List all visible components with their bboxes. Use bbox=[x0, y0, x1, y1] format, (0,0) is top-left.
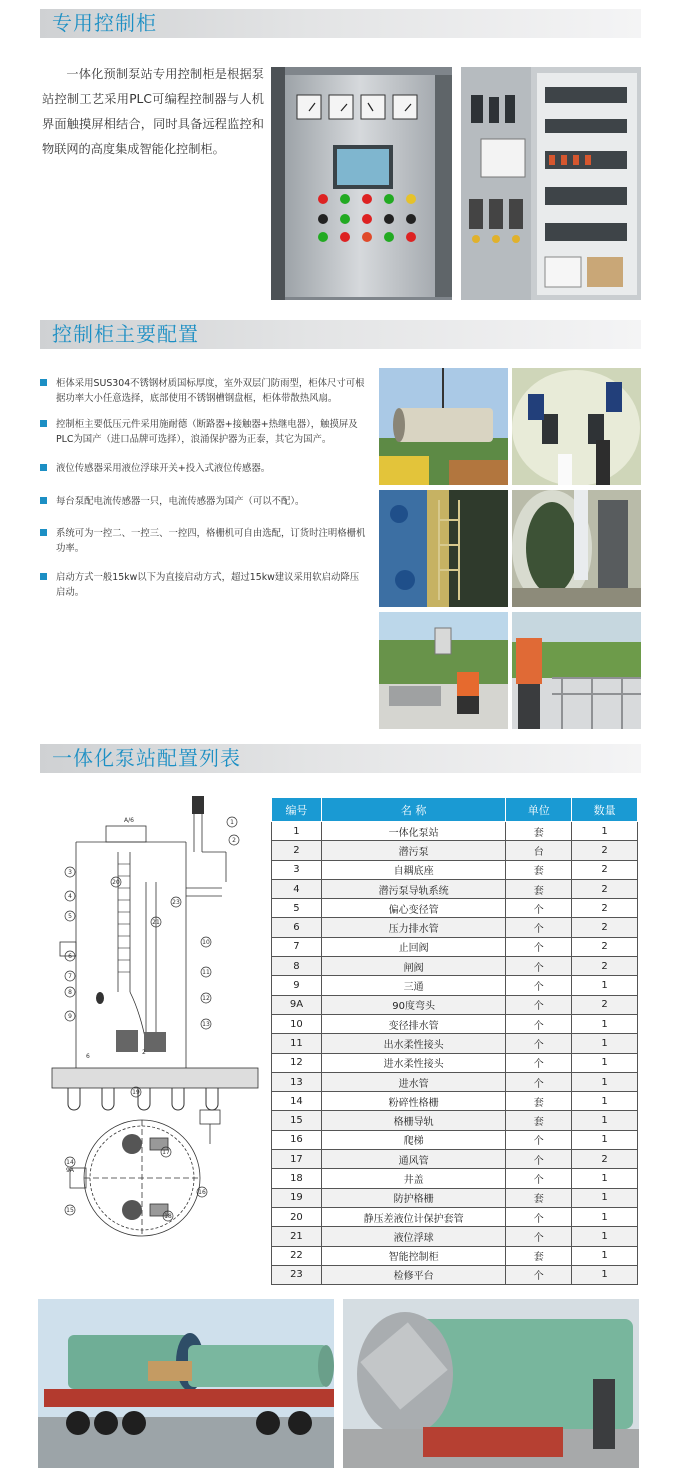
cell-unit: 个 bbox=[506, 1227, 572, 1246]
list-item: 启动方式一般15kw以下为直接启动方式，超过15kw建议采用软启动降压启动。 bbox=[40, 570, 368, 600]
cell-qty: 1 bbox=[572, 1092, 638, 1111]
cell-name: 潜污泵导轨系统 bbox=[321, 879, 505, 898]
drawing-callout-label: 1 bbox=[230, 819, 234, 826]
cell-number: 10 bbox=[272, 1014, 322, 1033]
cell-number: 6 bbox=[272, 918, 322, 937]
cell-name: 闸阀 bbox=[321, 957, 505, 976]
shipping-photo-tank-closeup bbox=[343, 1299, 639, 1468]
table-row bbox=[272, 1072, 638, 1091]
drawing-annotation: 9A bbox=[66, 1167, 74, 1174]
cabinet-interior-photo bbox=[461, 67, 641, 300]
intro-paragraph: 一体化预制泵站专用控制柜是根据泵站控制工艺采用PLC可编程控制器与人机界面触摸屏相结合，同时具备远程监控和物联网的高度集成智能化控制柜。 bbox=[42, 67, 264, 156]
pump-station-drawing bbox=[46, 792, 264, 1237]
cell-name: 自耦底座 bbox=[321, 860, 505, 879]
cell-name: 智能控制柜 bbox=[321, 1246, 505, 1265]
drawing-callout-label: 21 bbox=[152, 919, 160, 926]
cell-number: 4 bbox=[272, 879, 322, 898]
cell-unit: 个 bbox=[506, 957, 572, 976]
table-row bbox=[272, 1130, 638, 1149]
cell-number: 7 bbox=[272, 937, 322, 956]
drawing-callout-label: 11 bbox=[202, 969, 210, 976]
drawing-callout-label: 19 bbox=[132, 1089, 140, 1096]
cell-unit: 个 bbox=[506, 1207, 572, 1226]
table-row bbox=[272, 822, 638, 841]
drawing-callout-label: 23 bbox=[172, 899, 180, 906]
cell-number: 13 bbox=[272, 1072, 322, 1091]
cell-unit: 个 bbox=[506, 1072, 572, 1091]
cell-qty: 2 bbox=[572, 1150, 638, 1169]
cell-unit: 个 bbox=[506, 1265, 572, 1284]
cell-name: 通风管 bbox=[321, 1150, 505, 1169]
cell-name: 防护格栅 bbox=[321, 1188, 505, 1207]
table-row bbox=[272, 937, 638, 956]
cell-unit: 套 bbox=[506, 1246, 572, 1265]
cell-name: 粉碎性格栅 bbox=[321, 1092, 505, 1111]
cell-name: 压力排水管 bbox=[321, 918, 505, 937]
cell-name: 偏心变径管 bbox=[321, 899, 505, 918]
cell-unit: 套 bbox=[506, 1111, 572, 1130]
cell-number: 16 bbox=[272, 1130, 322, 1149]
drawing-callout-label: 12 bbox=[202, 995, 210, 1002]
drawing-callout-label: 2 bbox=[232, 837, 236, 844]
list-item: 每台泵配电流传感器一只，电流传感器为国产（可以不配）。 bbox=[40, 494, 368, 509]
config-bullet-list bbox=[40, 376, 368, 600]
table-row bbox=[272, 976, 638, 995]
cell-name: 90度弯头 bbox=[321, 995, 505, 1014]
cell-unit: 个 bbox=[506, 1014, 572, 1033]
table-row bbox=[272, 995, 638, 1014]
cell-qty: 2 bbox=[572, 841, 638, 860]
cell-unit: 个 bbox=[506, 899, 572, 918]
table-row bbox=[272, 841, 638, 860]
cell-unit: 个 bbox=[506, 937, 572, 956]
install-photo-lifting-tank bbox=[379, 368, 508, 485]
cell-qty: 2 bbox=[572, 879, 638, 898]
cell-name: 止回阀 bbox=[321, 937, 505, 956]
cell-number: 21 bbox=[272, 1227, 322, 1246]
drawing-callout-label: 16 bbox=[198, 1189, 206, 1196]
list-item: 液位传感器采用液位浮球开关+投入式液位传感器。 bbox=[40, 461, 368, 476]
drawing-callout-label: 15 bbox=[66, 1207, 74, 1214]
cell-qty: 2 bbox=[572, 899, 638, 918]
cell-number: 14 bbox=[272, 1092, 322, 1111]
cell-unit: 个 bbox=[506, 1034, 572, 1053]
cell-qty: 1 bbox=[572, 1227, 638, 1246]
drawing-annotation: 2 bbox=[142, 1049, 146, 1056]
cell-name: 进水柔性接头 bbox=[321, 1053, 505, 1072]
table-row bbox=[272, 1207, 638, 1226]
config-table-body bbox=[272, 822, 638, 1285]
cell-number: 18 bbox=[272, 1169, 322, 1188]
cell-qty: 2 bbox=[572, 918, 638, 937]
drawing-annotation: A/6 bbox=[124, 817, 134, 824]
drawing-callout-label: 10 bbox=[202, 939, 210, 946]
cell-qty: 2 bbox=[572, 957, 638, 976]
section-header-control-cabinet: 专用控制柜 bbox=[40, 9, 641, 38]
cell-number: 1 bbox=[272, 822, 322, 841]
table-header-row bbox=[272, 798, 638, 822]
cell-number: 20 bbox=[272, 1207, 322, 1226]
cell-name: 潜污泵 bbox=[321, 841, 505, 860]
cell-number: 15 bbox=[272, 1111, 322, 1130]
table-row bbox=[272, 918, 638, 937]
cell-unit: 个 bbox=[506, 1150, 572, 1169]
cell-unit: 套 bbox=[506, 1092, 572, 1111]
table-row bbox=[272, 879, 638, 898]
table-row bbox=[272, 957, 638, 976]
list-item: 柜体采用SUS304不锈钢材质国标厚度，室外双层门防雨型，柜体尺寸可根据功率大小任意选择，底部使用不锈钢槽钢盘框，柜体带散热风扇。 bbox=[40, 376, 368, 406]
table-row bbox=[272, 1014, 638, 1033]
cell-qty: 2 bbox=[572, 995, 638, 1014]
cell-qty: 1 bbox=[572, 1111, 638, 1130]
table-row bbox=[272, 1246, 638, 1265]
drawing-annotation: 6 bbox=[86, 1053, 90, 1060]
cell-qty: 1 bbox=[572, 1188, 638, 1207]
cell-number: 9 bbox=[272, 976, 322, 995]
drawing-callout-label: 18 bbox=[164, 1213, 172, 1220]
cell-unit: 个 bbox=[506, 1053, 572, 1072]
cell-number: 3 bbox=[272, 860, 322, 879]
cell-number: 11 bbox=[272, 1034, 322, 1053]
install-photo-tank-opening bbox=[512, 490, 641, 607]
cell-name: 变径排水管 bbox=[321, 1014, 505, 1033]
section-header-cabinet-config: 控制柜主要配置 bbox=[40, 320, 641, 349]
cell-name: 爬梯 bbox=[321, 1130, 505, 1149]
cell-number: 9A bbox=[272, 995, 322, 1014]
cell-name: 进水管 bbox=[321, 1072, 505, 1091]
col-header-number: 编号 bbox=[272, 798, 322, 822]
cell-unit: 个 bbox=[506, 976, 572, 995]
cell-name: 出水柔性接头 bbox=[321, 1034, 505, 1053]
cell-number: 19 bbox=[272, 1188, 322, 1207]
shipping-photo-truck-tanks bbox=[38, 1299, 334, 1468]
cell-qty: 1 bbox=[572, 1034, 638, 1053]
cell-qty: 1 bbox=[572, 1053, 638, 1072]
cell-unit: 套 bbox=[506, 822, 572, 841]
drawing-callout-label: 6 bbox=[68, 953, 72, 960]
drawing-callout-label: 14 bbox=[66, 1159, 74, 1166]
drawing-callout-label: 3 bbox=[68, 869, 72, 876]
table-row bbox=[272, 1150, 638, 1169]
install-photo-worker-railing bbox=[512, 612, 641, 729]
cell-unit: 套 bbox=[506, 860, 572, 879]
cell-qty: 1 bbox=[572, 1265, 638, 1284]
col-header-unit: 单位 bbox=[506, 798, 572, 822]
cell-number: 12 bbox=[272, 1053, 322, 1072]
cell-name: 静压差液位计保护套管 bbox=[321, 1207, 505, 1226]
cell-number: 8 bbox=[272, 957, 322, 976]
cell-qty: 2 bbox=[572, 937, 638, 956]
drawing-callout-label: 5 bbox=[68, 913, 72, 920]
install-photo-cabinet-on-site bbox=[379, 612, 508, 729]
cell-unit: 个 bbox=[506, 918, 572, 937]
cell-qty: 1 bbox=[572, 1130, 638, 1149]
cell-number: 22 bbox=[272, 1246, 322, 1265]
table-row bbox=[272, 1034, 638, 1053]
cell-qty: 1 bbox=[572, 1014, 638, 1033]
cabinet-front-photo bbox=[271, 67, 452, 300]
drawing-callout-label: 7 bbox=[68, 973, 72, 980]
cell-unit: 台 bbox=[506, 841, 572, 860]
cell-qty: 1 bbox=[572, 1072, 638, 1091]
cell-qty: 1 bbox=[572, 822, 638, 841]
cell-number: 23 bbox=[272, 1265, 322, 1284]
cell-number: 17 bbox=[272, 1150, 322, 1169]
table-row bbox=[272, 899, 638, 918]
table-row bbox=[272, 1111, 638, 1130]
cell-qty: 1 bbox=[572, 1169, 638, 1188]
cell-qty: 1 bbox=[572, 1246, 638, 1265]
cell-qty: 1 bbox=[572, 1207, 638, 1226]
install-photo-tank-interior bbox=[379, 490, 508, 607]
table-row bbox=[272, 1188, 638, 1207]
table-row bbox=[272, 1092, 638, 1111]
drawing-callout-label: 13 bbox=[202, 1021, 210, 1028]
table-row bbox=[272, 1265, 638, 1284]
cell-qty: 2 bbox=[572, 860, 638, 879]
col-header-qty: 数量 bbox=[572, 798, 638, 822]
cell-unit: 个 bbox=[506, 995, 572, 1014]
col-header-name: 名 称 bbox=[321, 798, 505, 822]
cell-name: 格栅导轨 bbox=[321, 1111, 505, 1130]
cell-name: 井盖 bbox=[321, 1169, 505, 1188]
table-row bbox=[272, 860, 638, 879]
cell-number: 5 bbox=[272, 899, 322, 918]
cell-name: 一体化泵站 bbox=[321, 822, 505, 841]
drawing-callout-label: 4 bbox=[68, 893, 72, 900]
cell-number: 2 bbox=[272, 841, 322, 860]
list-item: 控制柜主要低压元件采用施耐德（断路器+接触器+热继电器），触摸屏及PLC为国产（进口品牌可选择），浪涌保护器为正泰，其它为国产。 bbox=[40, 417, 368, 447]
drawing-callout-label: 9 bbox=[68, 1013, 72, 1020]
table-row bbox=[272, 1169, 638, 1188]
cell-name: 液位浮球 bbox=[321, 1227, 505, 1246]
cell-name: 三通 bbox=[321, 976, 505, 995]
cell-name: 检修平台 bbox=[321, 1265, 505, 1284]
drawing-callout-label: 17 bbox=[162, 1149, 170, 1156]
section-header-pump-config-list: 一体化泵站配置列表 bbox=[40, 744, 641, 773]
cell-qty: 1 bbox=[572, 976, 638, 995]
drawing-callout-label: 20 bbox=[112, 879, 120, 886]
cell-unit: 套 bbox=[506, 879, 572, 898]
config-table bbox=[271, 797, 638, 1285]
cell-unit: 个 bbox=[506, 1130, 572, 1149]
table-row bbox=[272, 1227, 638, 1246]
table-row bbox=[272, 1053, 638, 1072]
drawing-callout-label: 8 bbox=[68, 989, 72, 996]
cell-unit: 个 bbox=[506, 1169, 572, 1188]
list-item: 系统可为一控二、一控三、一控四，格栅机可自由选配，订货时注明格栅机功率。 bbox=[40, 526, 368, 556]
cell-unit: 套 bbox=[506, 1188, 572, 1207]
install-photo-workers-in-tank bbox=[512, 368, 641, 485]
